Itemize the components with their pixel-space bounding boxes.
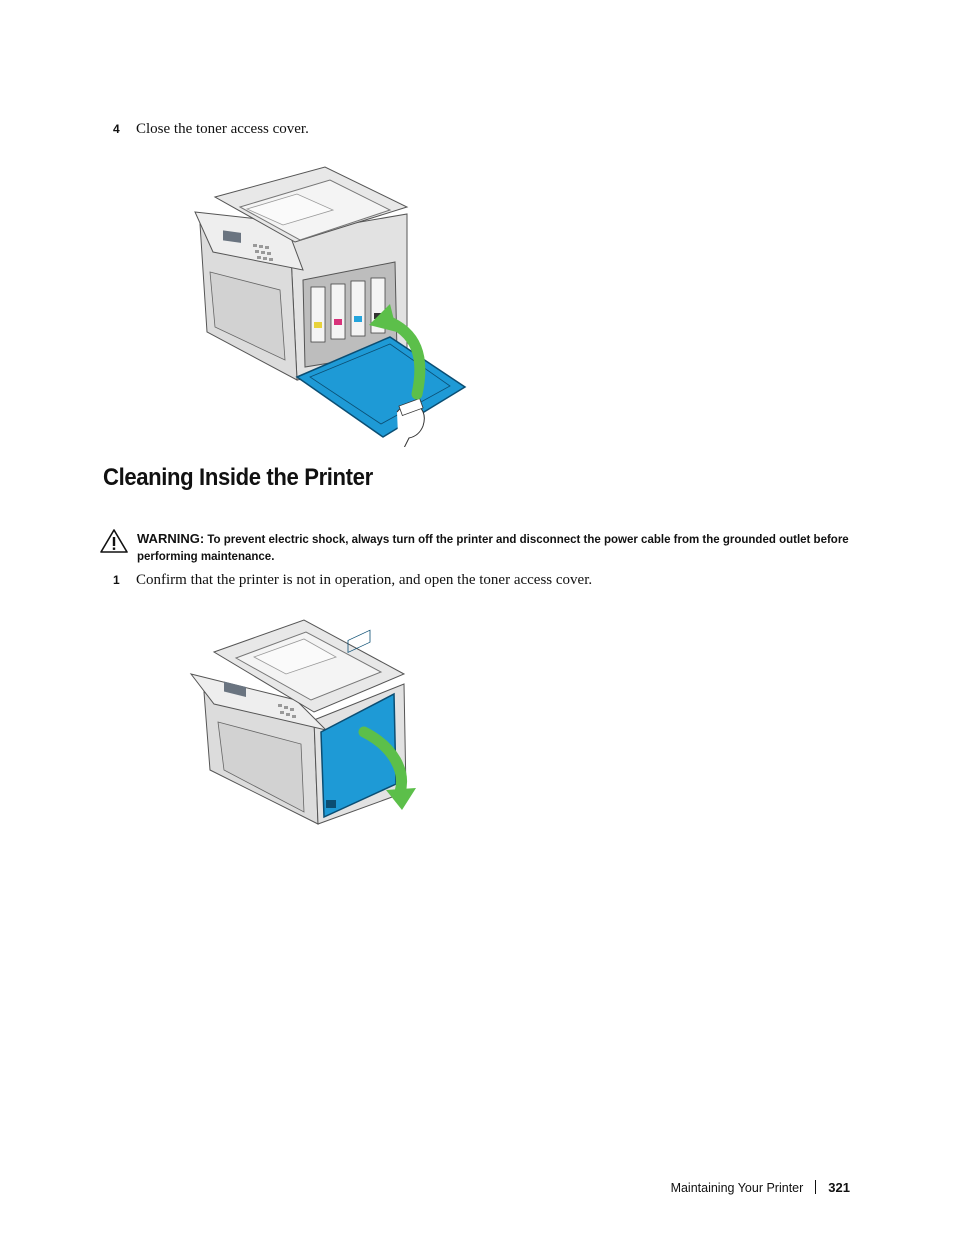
warning-triangle-icon [100, 529, 128, 553]
step-number: 4 [113, 122, 120, 136]
step-number: 1 [113, 573, 120, 587]
printer-closing-cover-illustration [185, 162, 470, 447]
section-heading: Cleaning Inside the Printer [103, 464, 373, 491]
page-number: 321 [828, 1180, 850, 1195]
step-text: Confirm that the printer is not in operation, and open the toner access cover. [136, 572, 593, 588]
warning-text [137, 530, 857, 566]
step-text: Close the toner access cover. [136, 121, 309, 137]
footer-separator [815, 1180, 816, 1194]
printer-opening-cover-illustration [186, 612, 426, 830]
warning-label: WARNING: [137, 531, 205, 546]
page-footer [671, 1180, 850, 1195]
footer-section-title: Maintaining Your Printer [670, 1181, 804, 1195]
warning-body: To prevent electric shock, always turn off the printer and disconnect the power cable from the grounded outlet before performing maintenance. [137, 534, 849, 563]
